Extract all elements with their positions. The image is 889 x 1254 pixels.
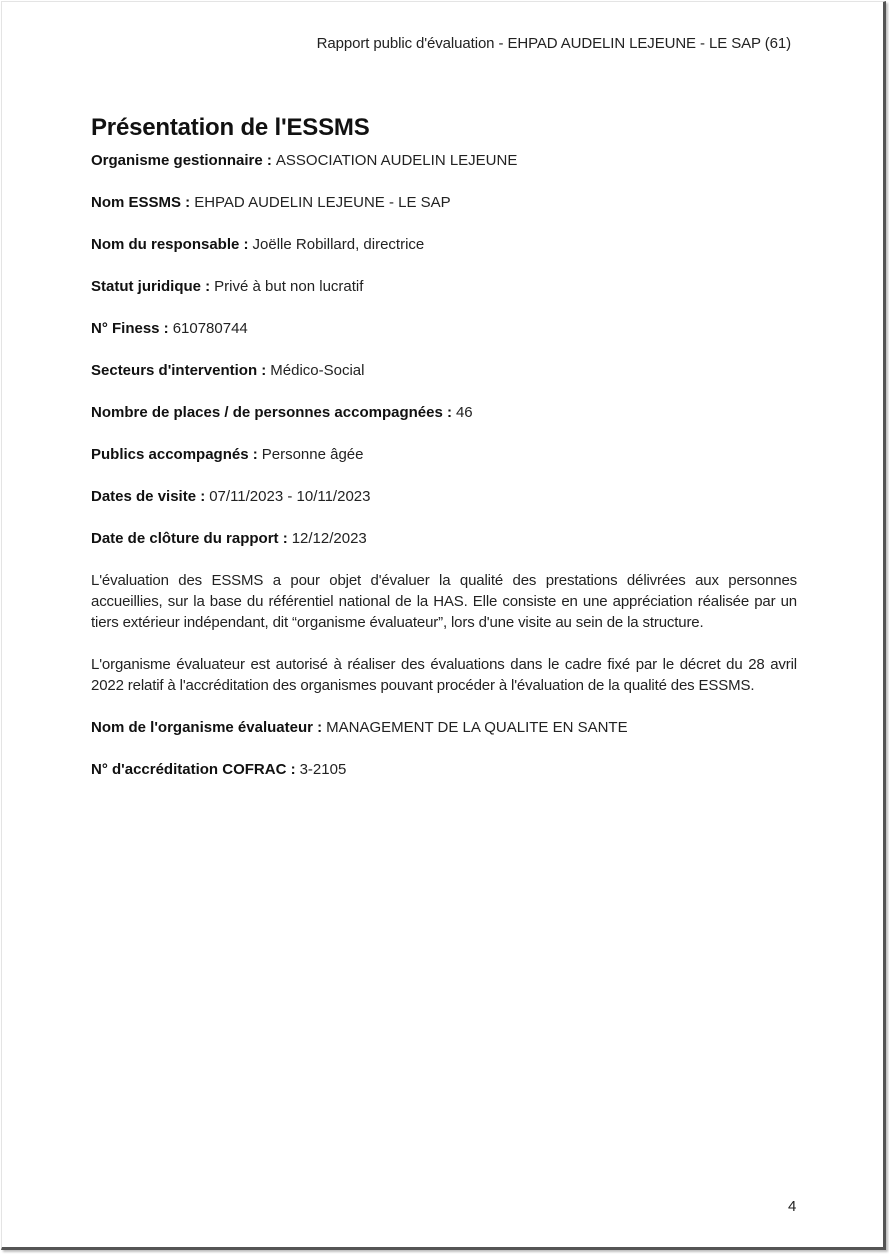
field-value: 07/11/2023 - 10/11/2023 (209, 488, 371, 505)
field-organisme-gestionnaire (91, 150, 797, 192)
running-header: Rapport public d'évaluation - EHPAD AUDELIN LEJEUNE - LE SAP (61) (316, 35, 791, 52)
field-value: Médico-Social (270, 362, 365, 379)
field-label: Organisme gestionnaire : (91, 152, 272, 169)
field-accreditation-cofrac (91, 759, 797, 801)
field-publics (91, 444, 797, 486)
field-label: Publics accompagnés : (91, 446, 258, 463)
field-value: 610780744 (172, 320, 248, 337)
field-label: Nom du responsable : (91, 236, 249, 253)
field-value: EHPAD AUDELIN LEJEUNE - LE SAP (194, 194, 451, 211)
field-label: Nombre de places / de personnes accompagnées : (91, 404, 452, 421)
field-value: 12/12/2023 (291, 530, 367, 547)
document-page (1, 1, 886, 1250)
field-label: Dates de visite : (91, 488, 206, 505)
field-value: Joëlle Robillard, directrice (252, 236, 425, 253)
field-value: ASSOCIATION AUDELIN LEJEUNE (275, 152, 518, 169)
field-finess (91, 318, 797, 360)
field-label: Statut juridique : (91, 278, 211, 295)
field-nom-responsable (91, 234, 797, 276)
field-value: Personne âgée (261, 446, 364, 463)
field-organisme-evaluateur (91, 717, 797, 759)
field-label: Date de clôture du rapport : (91, 530, 288, 547)
field-label: Nom de l'organisme évaluateur : (91, 719, 323, 736)
field-label: N° Finess : (91, 320, 169, 337)
field-secteurs (91, 360, 797, 402)
field-dates-visite (91, 486, 797, 528)
field-label: Secteurs d'intervention : (91, 362, 267, 379)
field-value: 46 (455, 404, 473, 421)
field-date-cloture (91, 528, 797, 570)
field-value: 3-2105 (299, 761, 347, 778)
field-label: N° d'accréditation COFRAC : (91, 761, 296, 778)
field-nombre-places (91, 402, 797, 444)
paragraph-organisme: L'organisme évaluateur est autorisé à réaliser des évaluations dans le cadre fixé par le décret du 28 avril 2022 relatif à l'accréditation des organismes pouvant procéder à l'évaluation de la qualité des ESSMS. (91, 656, 797, 694)
field-value: MANAGEMENT DE LA QUALITE EN SANTE (326, 719, 628, 736)
field-nom-essms (91, 192, 797, 234)
page-content (91, 114, 797, 801)
field-label: Nom ESSMS : (91, 194, 191, 211)
page-number: 4 (788, 1198, 797, 1215)
section-title: Présentation de l'ESSMS (91, 114, 370, 141)
paragraph-evaluation: L'évaluation des ESSMS a pour objet d'évaluer la qualité des prestations délivrées aux personnes accueillies, sur la base du référentiel national de la HAS. Elle consiste en une appréciation réalisée par un tiers extérieur indépendant, dit “organisme évaluateur”, lors d'une visite au sein de la structure. (91, 572, 797, 631)
field-value: Privé à but non lucratif (214, 278, 364, 295)
field-statut-juridique (91, 276, 797, 318)
